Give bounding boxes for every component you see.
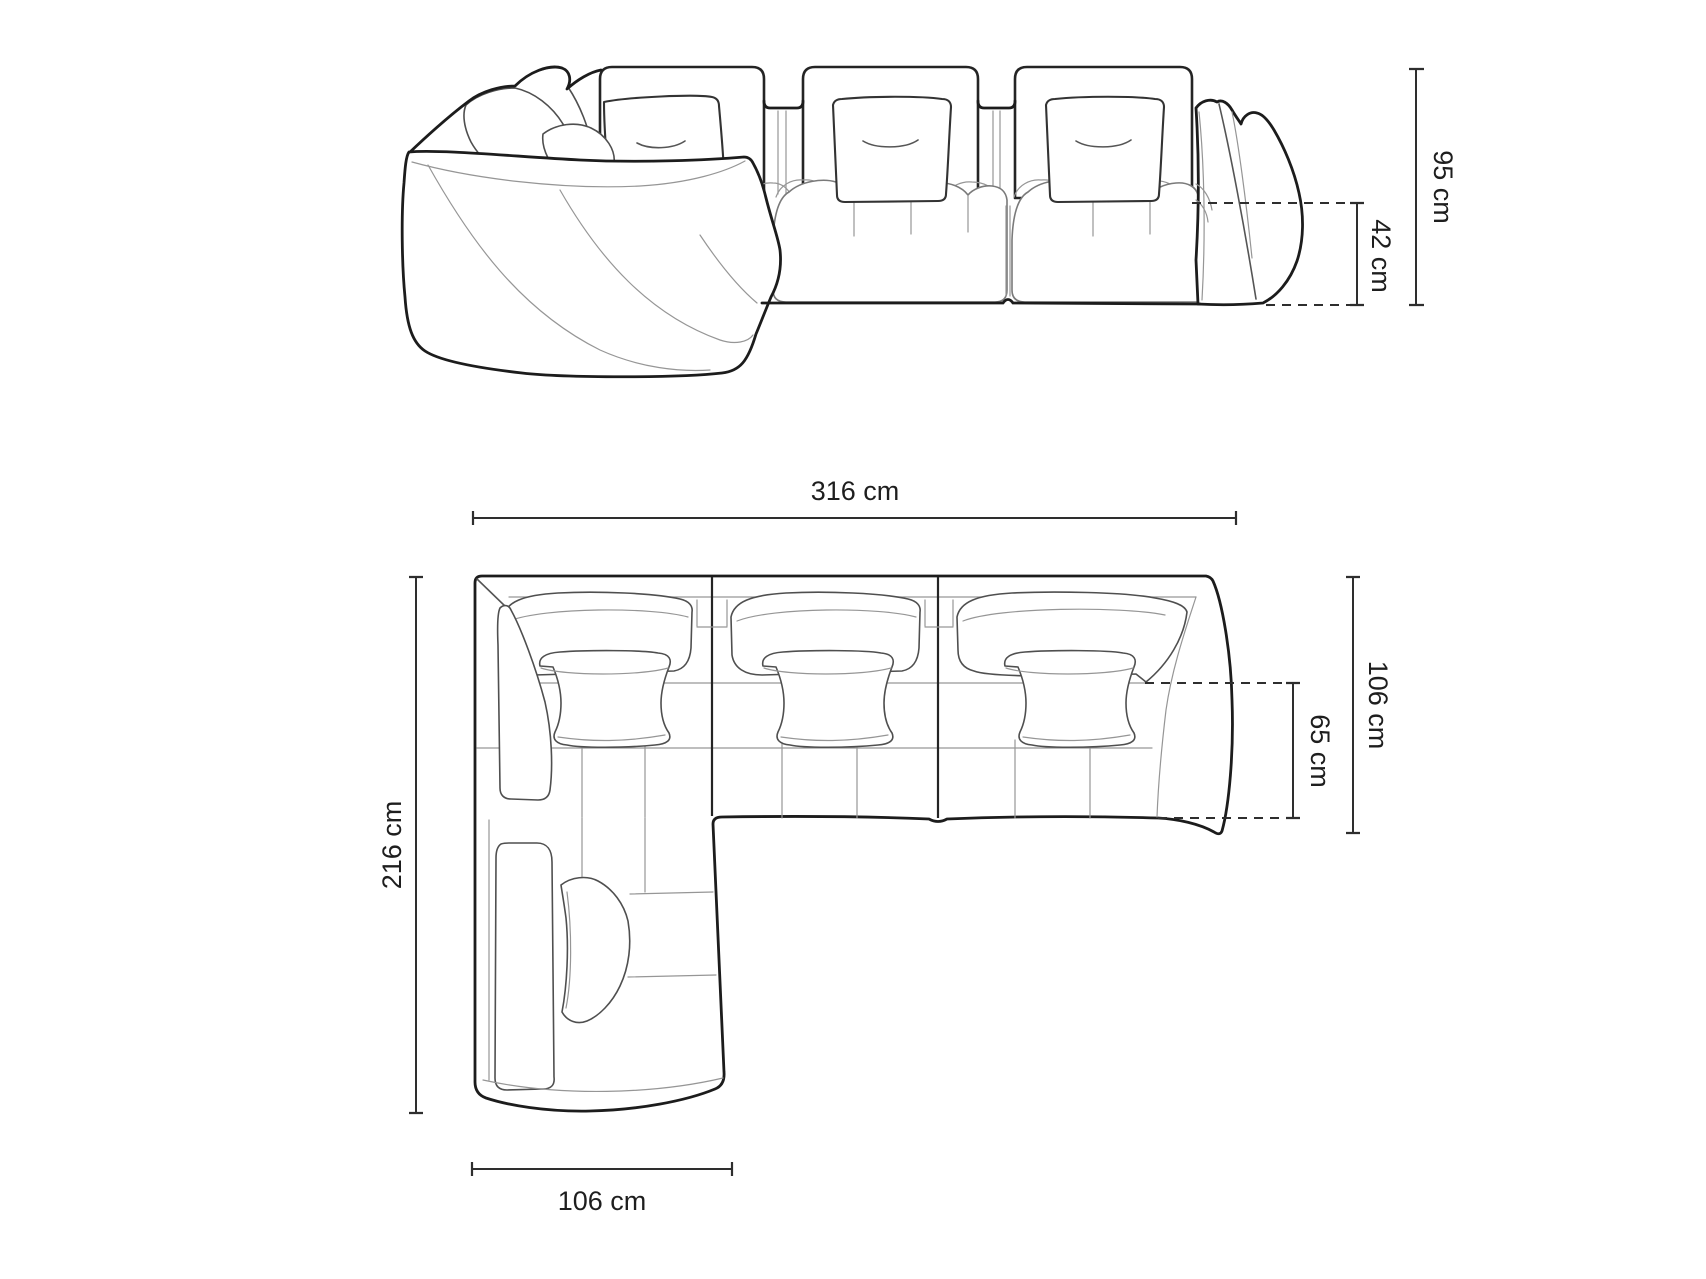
dim-top-seat-depth-label: 65 cm <box>1305 714 1335 788</box>
front-throw-pillows <box>833 97 1164 202</box>
top-seat-pillows <box>540 651 1136 748</box>
dim-top-total-width-label: 316 cm <box>810 476 900 506</box>
dim-top-total-depth-label: 216 cm <box>377 800 407 890</box>
dim-top-total-depth <box>377 577 423 1113</box>
dim-front-total-height-label: 95 cm <box>1428 150 1458 224</box>
front-pillow-2 <box>833 97 951 202</box>
top-view-drawing <box>475 576 1232 1111</box>
dim-front-seat-height-label: 42 cm <box>1366 219 1396 293</box>
dim-top-chaise-width <box>472 1162 732 1216</box>
dim-top-body-depth-label: 106 cm <box>1363 660 1393 750</box>
dim-top-body-depth <box>1346 577 1393 833</box>
front-pillow-3 <box>1046 97 1164 202</box>
dim-front-total-height <box>1409 69 1458 305</box>
dim-top-chaise-width-label: 106 cm <box>557 1186 647 1216</box>
front-view-drawing <box>402 67 1302 377</box>
dim-top-total-width <box>473 476 1236 525</box>
front-corner-arm <box>402 151 780 376</box>
